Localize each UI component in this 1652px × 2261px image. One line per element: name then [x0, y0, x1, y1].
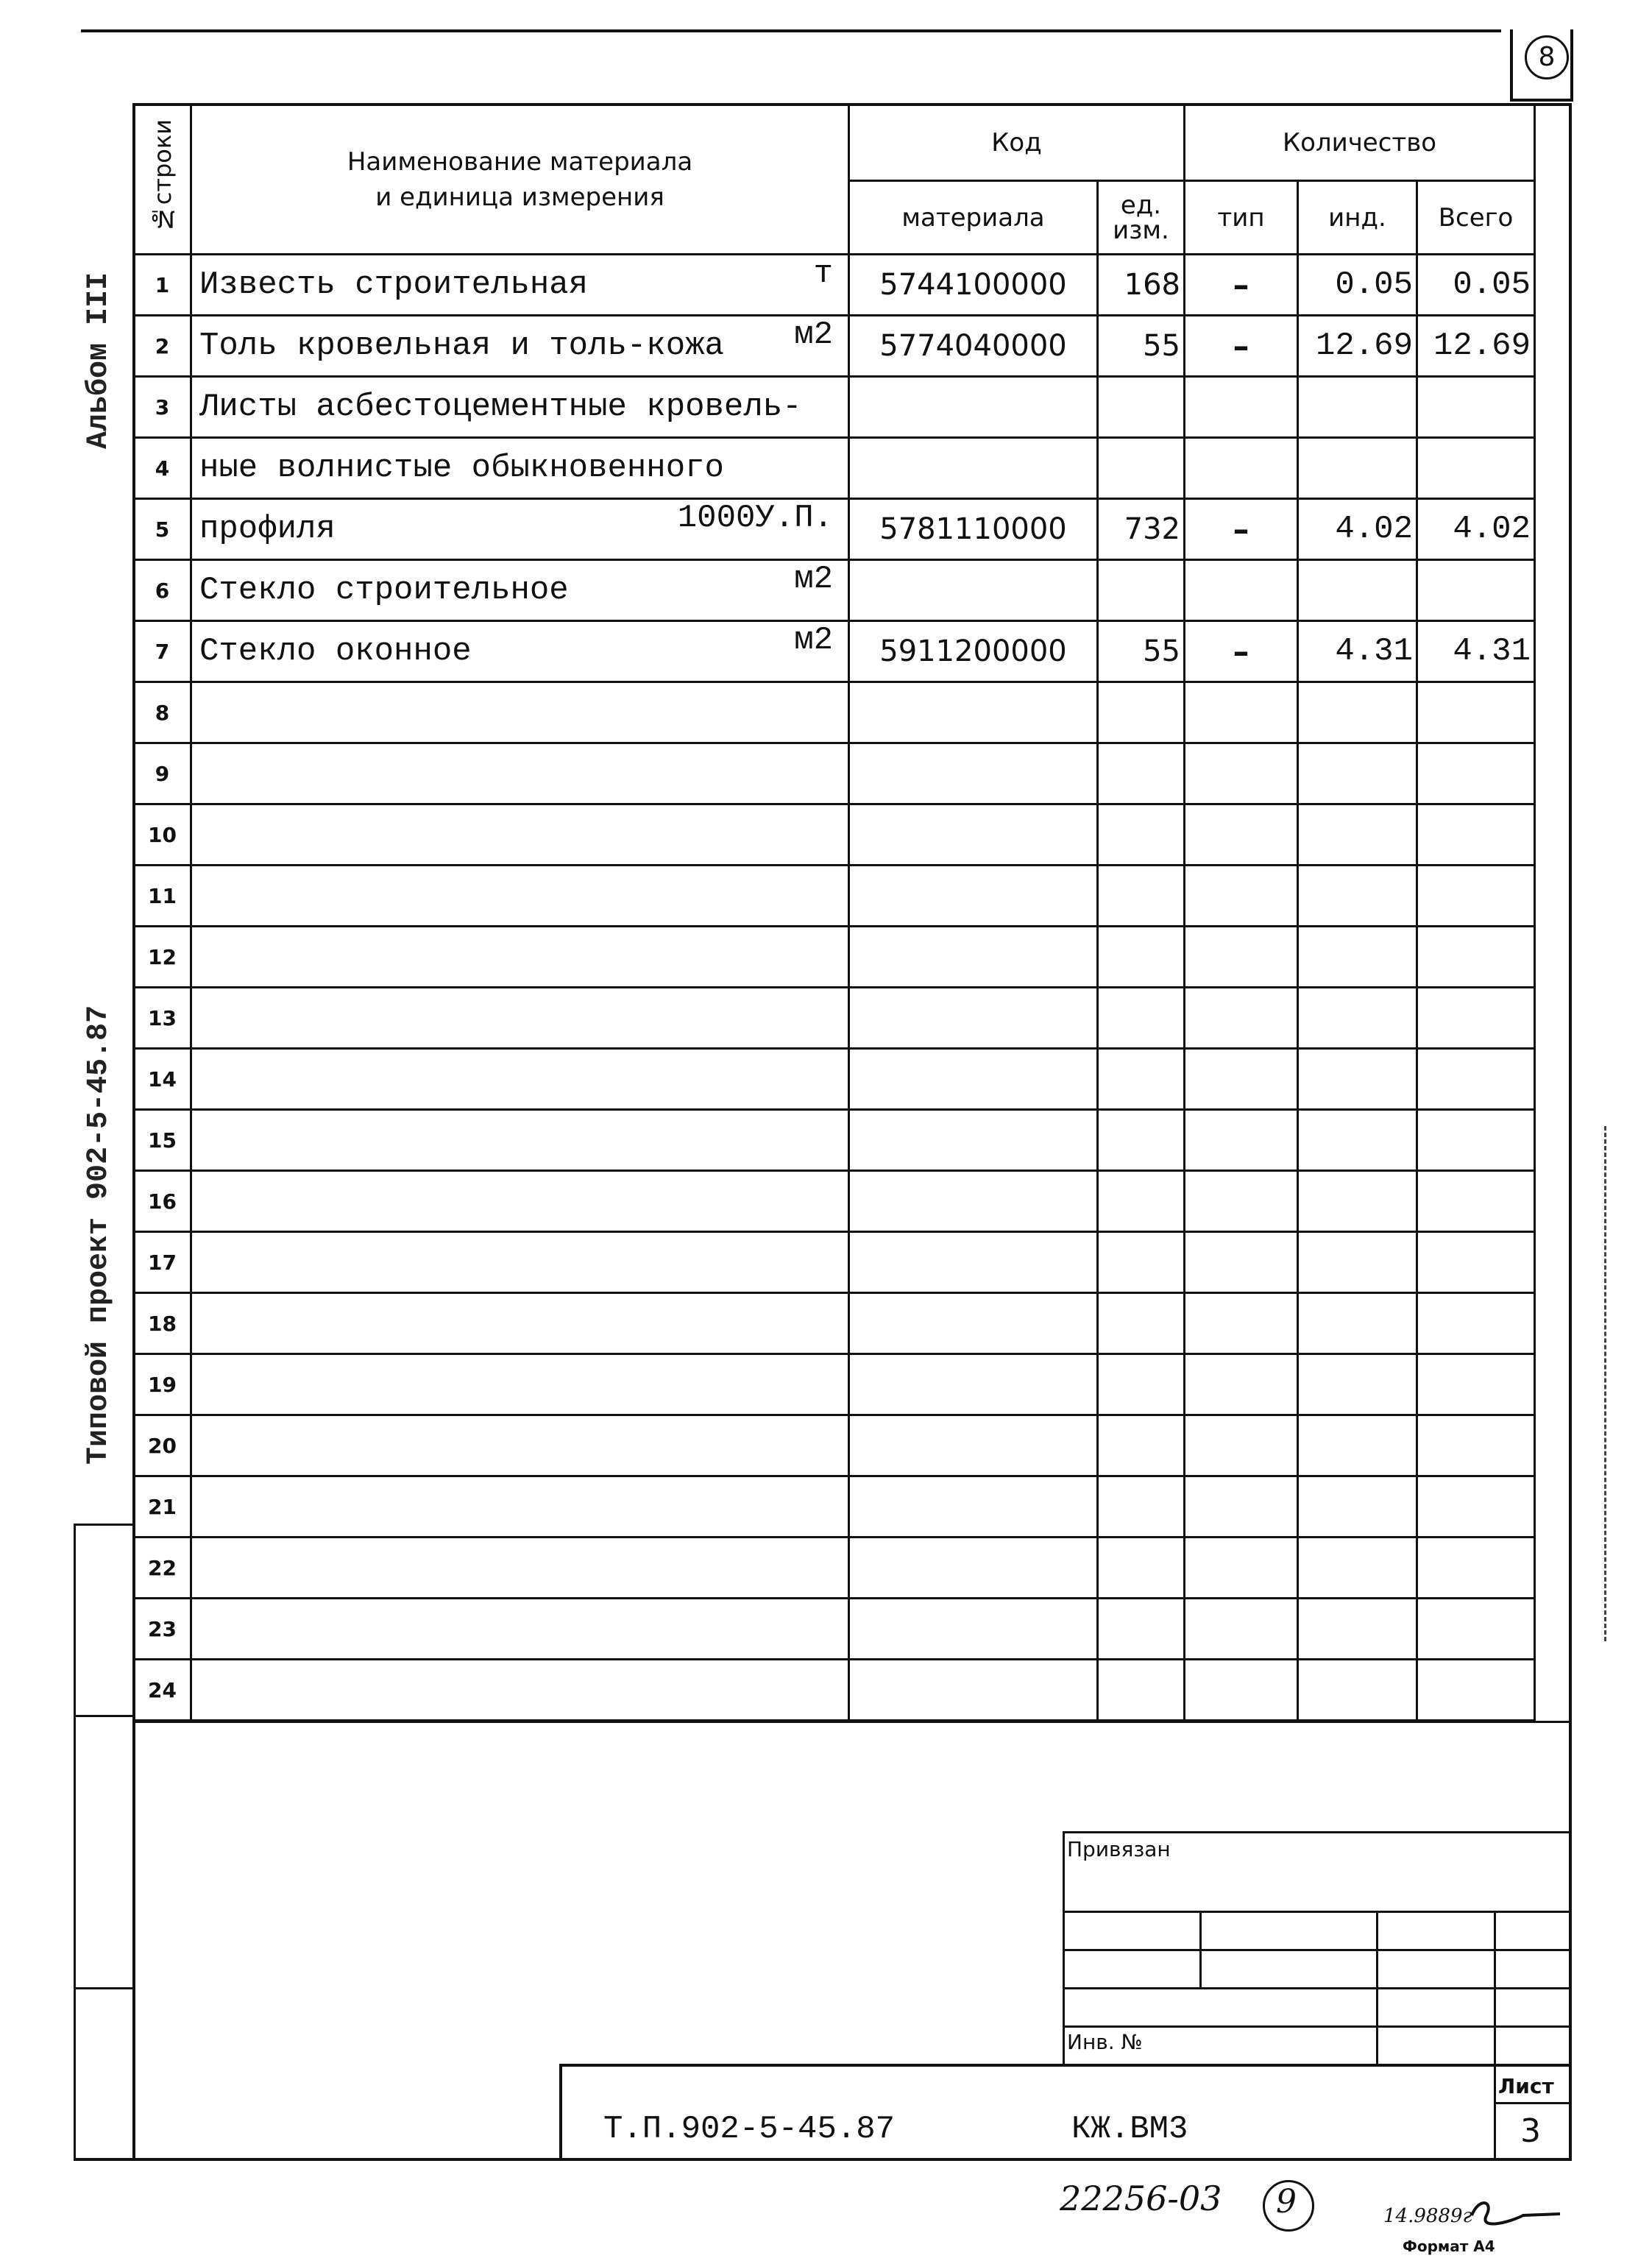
project-label: Типовой проект 902-5-45.87 — [82, 1005, 116, 1465]
order-number: 22256-03 — [1060, 2179, 1222, 2218]
material-code: 5911200000 — [849, 621, 1098, 682]
qty-total — [1417, 377, 1535, 438]
tb-main-left — [559, 2064, 562, 2159]
tb-attached-box-top — [1063, 1831, 1572, 1833]
table-row — [134, 988, 1647, 1049]
table-row — [134, 1110, 1647, 1171]
section-code: КЖ.ВМ3 — [1071, 2111, 1188, 2148]
material-name — [191, 1476, 849, 1538]
code-header: Код — [849, 105, 1185, 181]
qty-type — [1185, 1171, 1298, 1232]
unit-code: 55 — [1098, 316, 1185, 377]
unit-code — [1098, 1415, 1185, 1476]
binding-strip-left — [74, 1524, 76, 2160]
table-row — [134, 804, 1647, 866]
material-name — [191, 1415, 849, 1476]
material-code — [849, 1171, 1098, 1232]
qty-ind: 12.69 — [1298, 316, 1417, 377]
qty-type: – — [1185, 255, 1298, 316]
unit-code — [1098, 804, 1185, 866]
row-number: 5 — [134, 499, 191, 560]
material-code — [849, 743, 1098, 804]
material-code — [849, 1538, 1098, 1599]
material-code — [849, 438, 1098, 499]
row-number: 13 — [134, 988, 191, 1049]
unit-code — [1098, 1599, 1185, 1660]
material-name — [191, 560, 849, 621]
row-number: 7 — [134, 621, 191, 682]
qty-type — [1185, 1293, 1298, 1354]
qty-total — [1417, 1538, 1535, 1599]
material-name — [191, 316, 849, 377]
qty-ind — [1298, 682, 1417, 743]
tb-sheet-split — [1494, 2102, 1572, 2104]
material-name-text: профиля — [199, 511, 336, 548]
row-number: 4 — [134, 438, 191, 499]
material-code — [849, 1660, 1098, 1721]
qty-total — [1417, 988, 1535, 1049]
table-row — [134, 1538, 1647, 1599]
name-header-line1: Наименование материала — [347, 146, 693, 177]
material-name — [191, 804, 849, 866]
qty-ind — [1298, 438, 1417, 499]
qty-type — [1185, 1476, 1298, 1538]
material-name — [191, 1049, 849, 1110]
qty-ind — [1298, 1538, 1417, 1599]
material-name-text: Листы асбестоцементные кровель- — [199, 389, 802, 425]
qty-type: – — [1185, 621, 1298, 682]
row-number: 10 — [134, 804, 191, 866]
unit-code — [1098, 927, 1185, 988]
material-code: 5774040000 — [849, 316, 1098, 377]
qty-ind: 4.31 — [1298, 621, 1417, 682]
document-code: Т.П.902-5-45.87 — [603, 2111, 896, 2148]
qty-type — [1185, 1354, 1298, 1415]
row-number: 2 — [134, 316, 191, 377]
table-row — [134, 377, 1647, 438]
material-code — [849, 682, 1098, 743]
qty-total — [1417, 1599, 1535, 1660]
table-row — [134, 499, 1647, 560]
code-material-header: материала — [849, 181, 1098, 255]
tb-upper-rule — [132, 1721, 1572, 1723]
qty-total — [1417, 1293, 1535, 1354]
qty-ind — [1298, 1232, 1417, 1293]
material-code — [849, 1415, 1098, 1476]
material-name — [191, 1599, 849, 1660]
unit-code — [1098, 438, 1185, 499]
qty-total — [1417, 1049, 1535, 1110]
qty-type — [1185, 988, 1298, 1049]
album-label: Альбом III — [82, 272, 116, 449]
material-name — [191, 1538, 849, 1599]
material-name — [191, 988, 849, 1049]
material-code — [849, 1232, 1098, 1293]
table-row — [134, 1049, 1647, 1110]
material-code — [849, 377, 1098, 438]
qty-ind — [1298, 866, 1417, 927]
table-row — [134, 560, 1647, 621]
qty-total-header: Всего — [1417, 181, 1535, 255]
qty-ind — [1298, 1599, 1417, 1660]
table-row — [134, 1232, 1647, 1293]
row-number: 21 — [134, 1476, 191, 1538]
material-name — [191, 927, 849, 988]
format-label: Формат А4 — [1403, 2237, 1495, 2255]
row-number: 15 — [134, 1110, 191, 1171]
row-number: 11 — [134, 866, 191, 927]
table-row — [134, 1660, 1647, 1721]
small-note: 14.9889г — [1383, 2205, 1472, 2227]
attached-label: Привязан — [1067, 1837, 1171, 1861]
qty-ind — [1298, 927, 1417, 988]
qty-type — [1185, 1232, 1298, 1293]
material-name — [191, 1354, 849, 1415]
qty-ind — [1298, 1476, 1417, 1538]
row-number: 14 — [134, 1049, 191, 1110]
qty-ind — [1298, 1049, 1417, 1110]
qty-type-header: тип — [1185, 181, 1298, 255]
inv-no-label: Инв. № — [1067, 2030, 1143, 2054]
material-name — [191, 743, 849, 804]
row-number: 22 — [134, 1538, 191, 1599]
tb-col3 — [1494, 1911, 1496, 2161]
qty-total — [1417, 1660, 1535, 1721]
binding-strip-mid2 — [74, 1987, 132, 1989]
material-name-text: Стекло оконное — [199, 633, 472, 670]
qty-total — [1417, 743, 1535, 804]
material-name-text: Стекло строительное — [199, 572, 569, 609]
qty-type — [1185, 377, 1298, 438]
qty-ind-header: инд. — [1298, 181, 1417, 255]
tb-col1 — [1199, 1911, 1202, 1989]
qty-type: – — [1185, 316, 1298, 377]
unit-code — [1098, 1171, 1185, 1232]
qty-total: 4.02 — [1417, 499, 1535, 560]
qty-total — [1417, 1110, 1535, 1171]
unit-code: 55 — [1098, 621, 1185, 682]
trim-line — [1604, 1126, 1606, 1641]
unit-code — [1098, 866, 1185, 927]
qty-total — [1417, 1415, 1535, 1476]
row-number-header: №строки — [134, 105, 191, 255]
row-number: 3 — [134, 377, 191, 438]
top-rule — [81, 29, 1501, 32]
qty-ind — [1298, 377, 1417, 438]
material-code — [849, 927, 1098, 988]
row-number: 8 — [134, 682, 191, 743]
material-name — [191, 1110, 849, 1171]
materials-table — [132, 103, 1648, 1722]
qty-ind — [1298, 1171, 1417, 1232]
quantity-header: Количество — [1185, 105, 1535, 181]
row-number: 19 — [134, 1354, 191, 1415]
row-number: 17 — [134, 1232, 191, 1293]
material-code — [849, 1599, 1098, 1660]
qty-total — [1417, 1171, 1535, 1232]
unit-code: 732 — [1098, 499, 1185, 560]
row-number: 20 — [134, 1415, 191, 1476]
qty-type — [1185, 804, 1298, 866]
circled-number-text: 9 — [1276, 2183, 1297, 2221]
unit-code — [1098, 1232, 1185, 1293]
signature-mark — [1464, 2193, 1567, 2230]
unit-code — [1098, 682, 1185, 743]
unit-code — [1098, 377, 1185, 438]
table-row — [134, 866, 1647, 927]
qty-ind — [1298, 560, 1417, 621]
qty-ind — [1298, 1415, 1417, 1476]
table-row — [134, 1599, 1647, 1660]
material-code — [849, 1293, 1098, 1354]
material-unit: м2 — [794, 316, 833, 353]
qty-type — [1185, 1599, 1298, 1660]
material-name-text: ные волнистые обыкновенного — [199, 450, 724, 486]
qty-type: – — [1185, 499, 1298, 560]
qty-type — [1185, 682, 1298, 743]
material-code — [849, 804, 1098, 866]
material-code — [849, 1476, 1098, 1538]
table-row — [134, 1171, 1647, 1232]
qty-total — [1417, 560, 1535, 621]
qty-total — [1417, 1476, 1535, 1538]
material-name — [191, 499, 849, 560]
material-name-text: Известь строительная — [199, 266, 589, 303]
qty-type — [1185, 560, 1298, 621]
sheet-number: 3 — [1520, 2112, 1541, 2150]
material-name — [191, 621, 849, 682]
unit-code — [1098, 1354, 1185, 1415]
qty-type — [1185, 1049, 1298, 1110]
table-row — [134, 316, 1647, 377]
material-name — [191, 682, 849, 743]
qty-ind: 0.05 — [1298, 255, 1417, 316]
unit-code — [1098, 1293, 1185, 1354]
table-row — [134, 1415, 1647, 1476]
table-row — [134, 927, 1647, 988]
qty-type — [1185, 1415, 1298, 1476]
row-number: 16 — [134, 1171, 191, 1232]
table-row — [134, 1293, 1647, 1354]
qty-total — [1417, 438, 1535, 499]
qty-total: 0.05 — [1417, 255, 1535, 316]
table-row — [134, 743, 1647, 804]
qty-total — [1417, 927, 1535, 988]
qty-ind: 4.02 — [1298, 499, 1417, 560]
table-row — [134, 1354, 1647, 1415]
table-row — [134, 1476, 1647, 1538]
qty-total — [1417, 682, 1535, 743]
sheet-label: Лист — [1498, 2074, 1554, 2098]
row-number: 18 — [134, 1293, 191, 1354]
material-unit: т — [813, 255, 833, 292]
table-row — [134, 255, 1647, 316]
row-number: 6 — [134, 560, 191, 621]
material-code — [849, 988, 1098, 1049]
material-code: 5781110000 — [849, 499, 1098, 560]
material-unit: м2 — [794, 622, 833, 659]
material-name — [191, 1660, 849, 1721]
material-code — [849, 1354, 1098, 1415]
qty-type — [1185, 866, 1298, 927]
qty-ind — [1298, 1293, 1417, 1354]
material-name — [191, 255, 849, 316]
unit-code — [1098, 1660, 1185, 1721]
qty-ind — [1298, 1660, 1417, 1721]
row-number: 1 — [134, 255, 191, 316]
material-code: 5744100000 — [849, 255, 1098, 316]
name-header-line2: и единица измерения — [375, 182, 664, 212]
unit-code — [1098, 1110, 1185, 1171]
binding-strip-top — [74, 1524, 132, 1526]
name-header — [191, 105, 849, 255]
qty-ind — [1298, 1354, 1417, 1415]
material-name — [191, 1293, 849, 1354]
qty-total: 4.31 — [1417, 621, 1535, 682]
qty-type — [1185, 1538, 1298, 1599]
qty-total — [1417, 866, 1535, 927]
unit-code — [1098, 1476, 1185, 1538]
qty-total: 12.69 — [1417, 316, 1535, 377]
unit-code — [1098, 1049, 1185, 1110]
unit-code — [1098, 560, 1185, 621]
qty-type — [1185, 927, 1298, 988]
qty-type — [1185, 1660, 1298, 1721]
sheet-number-circle: 8 — [1525, 35, 1569, 79]
material-name — [191, 1171, 849, 1232]
code-unit-header: ед. изм. — [1098, 181, 1185, 255]
material-name-text: Толь кровельная и толь-кожа — [199, 328, 724, 364]
qty-ind — [1298, 743, 1417, 804]
material-name — [191, 377, 849, 438]
tb-main-top — [559, 2064, 1572, 2067]
row-number: 24 — [134, 1660, 191, 1721]
unit-code — [1098, 988, 1185, 1049]
material-name — [191, 438, 849, 499]
material-unit: м2 — [794, 561, 833, 598]
table-row — [134, 621, 1647, 682]
qty-ind — [1298, 804, 1417, 866]
unit-code: 168 — [1098, 255, 1185, 316]
material-unit: 1000У.П. — [677, 500, 833, 537]
qty-type — [1185, 743, 1298, 804]
material-code — [849, 866, 1098, 927]
qty-total — [1417, 804, 1535, 866]
table-row — [134, 438, 1647, 499]
qty-type — [1185, 1110, 1298, 1171]
material-name — [191, 1232, 849, 1293]
qty-total — [1417, 1232, 1535, 1293]
qty-total — [1417, 1354, 1535, 1415]
row-number: 23 — [134, 1599, 191, 1660]
material-code — [849, 1049, 1098, 1110]
unit-code — [1098, 1538, 1185, 1599]
table-row — [134, 682, 1647, 743]
qty-ind — [1298, 1110, 1417, 1171]
binding-strip-mid1 — [74, 1715, 132, 1717]
row-number: 12 — [134, 927, 191, 988]
qty-type — [1185, 438, 1298, 499]
row-number: 9 — [134, 743, 191, 804]
material-code — [849, 1110, 1098, 1171]
material-name — [191, 866, 849, 927]
tb-col2 — [1376, 1911, 1378, 2067]
unit-code — [1098, 743, 1185, 804]
qty-ind — [1298, 988, 1417, 1049]
material-code — [849, 560, 1098, 621]
